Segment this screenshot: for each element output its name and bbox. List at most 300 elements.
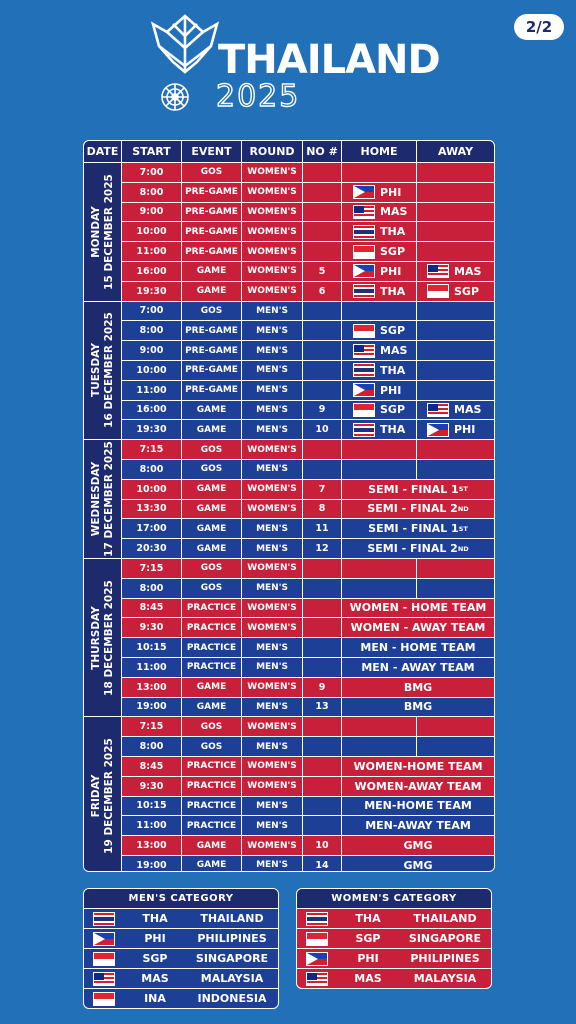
round-cell: WOMEN'S: [242, 717, 303, 736]
schedule-row: [122, 439, 494, 459]
match-number-cell: [303, 737, 342, 756]
day-weekday: WEDNESDAY: [89, 461, 102, 537]
home-team-cell: [342, 282, 417, 301]
match-number-cell: 6: [303, 282, 342, 301]
header-date: DATE: [84, 141, 122, 162]
day-label: [90, 174, 116, 290]
header-start: START: [122, 141, 182, 162]
team-code: PHI: [144, 932, 166, 945]
round-cell: MEN'S: [242, 381, 303, 400]
schedule-row: [122, 360, 494, 380]
start-time-cell: 7:15: [122, 440, 182, 459]
start-time-cell: 8:00: [122, 321, 182, 340]
round-cell: WOMEN'S: [242, 480, 303, 499]
round-cell: MEN'S: [242, 361, 303, 380]
match-number-cell: [303, 460, 342, 479]
legend-flag: [297, 912, 337, 926]
legend-row: [297, 928, 491, 948]
event-cell: PRE-GAME: [182, 242, 242, 261]
schedule-row: [122, 162, 494, 182]
home-team-cell: [342, 401, 417, 420]
event-cell: PRACTICE: [182, 777, 242, 796]
start-time-cell: 10:15: [122, 797, 182, 816]
mens-category-title: MEN'S CATEGORY: [84, 889, 278, 908]
schedule-row: [122, 320, 494, 340]
match-number-cell: [303, 361, 342, 380]
event-cell: GOS: [182, 579, 242, 598]
away-team-code: SGP: [454, 284, 480, 298]
start-time-cell: 13:00: [122, 836, 182, 855]
mas-flag-icon: [427, 403, 449, 417]
day-date: 15 DECEMBER 2025: [102, 173, 115, 290]
legend-flag: [84, 952, 124, 966]
event-cell: GOS: [182, 737, 242, 756]
schedule-row: [122, 301, 494, 321]
home-team-cell: [342, 460, 417, 479]
sgp-flag-icon: [427, 284, 449, 298]
away-team-cell: [417, 440, 494, 459]
page-indicator: 2/2: [514, 14, 564, 40]
start-time-cell: 8:00: [122, 183, 182, 202]
away-team-cell: [417, 717, 494, 736]
away-team-cell: [417, 401, 494, 420]
start-time-cell: 19:30: [122, 420, 182, 439]
away-team-cell: [417, 242, 494, 261]
away-team-cell: [417, 361, 494, 380]
round-cell: MEN'S: [242, 698, 303, 717]
event-cell: GOS: [182, 559, 242, 578]
legend-flag: [297, 932, 337, 946]
home-team-cell: [342, 302, 417, 321]
round-cell: MEN'S: [242, 341, 303, 360]
day-label: [90, 738, 116, 854]
round-cell: MEN'S: [242, 737, 303, 756]
match-number-cell: [303, 816, 342, 835]
match-number-cell: [303, 302, 342, 321]
schedule-row: [122, 796, 494, 816]
home-team-cell: [342, 341, 417, 360]
schedule-row: [122, 815, 494, 835]
round-cell: MEN'S: [242, 321, 303, 340]
sgp-flag-icon: [93, 952, 115, 966]
phi-flag-icon: [306, 952, 328, 966]
match-number-cell: [303, 381, 342, 400]
away-team-code: MAS: [454, 403, 482, 417]
match-number-cell: [303, 163, 342, 182]
matchup-text: MEN - AWAY TEAM: [361, 660, 475, 674]
home-team-cell: [342, 203, 417, 222]
day-label: [90, 580, 116, 696]
away-team-code: PHI: [454, 423, 476, 437]
away-team-cell: [417, 282, 494, 301]
home-team-code: PHI: [380, 185, 402, 199]
womens-category-title: WOMEN'S CATEGORY: [297, 889, 491, 908]
schedule-row: [122, 281, 494, 301]
event-cell: GAME: [182, 480, 242, 499]
phi-flag-icon: [427, 423, 449, 437]
day-label-cell: [84, 558, 122, 716]
match-number-cell: [303, 321, 342, 340]
header-home: HOME: [342, 141, 417, 162]
home-team-code: THA: [380, 284, 406, 298]
day-label-cell: [84, 716, 122, 872]
event-cell: PRACTICE: [182, 797, 242, 816]
schedule-row: [122, 518, 494, 538]
round-cell: WOMEN'S: [242, 618, 303, 637]
away-team-cell: [417, 321, 494, 340]
match-number-cell: 11: [303, 519, 342, 538]
home-team-cell: [342, 242, 417, 261]
round-cell: MEN'S: [242, 420, 303, 439]
phi-flag-icon: [353, 264, 375, 278]
match-number-cell: [303, 717, 342, 736]
round-cell: MEN'S: [242, 797, 303, 816]
legend-flag: [297, 972, 337, 986]
schedule-row: [122, 261, 494, 281]
round-cell: MEN'S: [242, 401, 303, 420]
matchup-cell: [342, 500, 494, 519]
round-cell: WOMEN'S: [242, 599, 303, 618]
away-team-cell: [417, 183, 494, 202]
round-cell: MEN'S: [242, 302, 303, 321]
round-cell: MEN'S: [242, 658, 303, 677]
team-code: THA: [355, 912, 381, 925]
header-event: EVENT: [182, 141, 242, 162]
start-time-cell: 10:00: [122, 361, 182, 380]
legend-row: [84, 988, 278, 1008]
mas-flag-icon: [306, 972, 328, 986]
phi-flag-icon: [353, 383, 375, 397]
match-number-cell: 9: [303, 401, 342, 420]
schedule-row: [122, 419, 494, 439]
schedule-row: [122, 756, 494, 776]
matchup-cell: [342, 599, 494, 618]
match-number-cell: 8: [303, 500, 342, 519]
home-team-cell: [342, 361, 417, 380]
home-team-code: THA: [380, 423, 406, 437]
start-time-cell: 8:45: [122, 757, 182, 776]
legend-flag: [84, 912, 124, 926]
start-time-cell: 8:45: [122, 599, 182, 618]
start-time-cell: 19:30: [122, 282, 182, 301]
match-number-cell: [303, 618, 342, 637]
round-cell: WOMEN'S: [242, 222, 303, 241]
match-number-cell: [303, 242, 342, 261]
start-time-cell: 16:00: [122, 262, 182, 281]
match-number-cell: [303, 559, 342, 578]
schedule-row: [122, 340, 494, 360]
day-label-cell: [84, 301, 122, 440]
event-cell: GOS: [182, 717, 242, 736]
event-cell: PRACTICE: [182, 618, 242, 637]
round-cell: MEN'S: [242, 460, 303, 479]
start-time-cell: 7:00: [122, 163, 182, 182]
schedule-row: [122, 657, 494, 677]
matchup-cell: [342, 480, 494, 499]
day-date: 16 DECEMBER 2025: [102, 312, 115, 429]
event-cell: GAME: [182, 401, 242, 420]
phi-flag-icon: [93, 932, 115, 946]
match-number-cell: [303, 797, 342, 816]
day-weekday: MONDAY: [89, 206, 102, 258]
tha-flag-icon: [306, 912, 328, 926]
schedule-row: [122, 182, 494, 202]
event-cell: PRE-GAME: [182, 381, 242, 400]
team-name: MALAYSIA: [200, 972, 264, 985]
team-name: PHILIPINES: [410, 952, 480, 965]
event-cell: GOS: [182, 163, 242, 182]
home-team-code: PHI: [380, 264, 402, 278]
round-cell: WOMEN'S: [242, 163, 303, 182]
matchup-text: WOMEN - AWAY TEAM: [350, 621, 486, 635]
event-cell: GAME: [182, 856, 242, 872]
match-number-cell: 5: [303, 262, 342, 281]
start-time-cell: 10:00: [122, 222, 182, 241]
away-team-cell: [417, 262, 494, 281]
home-team-cell: [342, 717, 417, 736]
matchup-text: BMG: [403, 680, 433, 694]
schedule-row: [122, 835, 494, 855]
tha-flag-icon: [353, 363, 375, 377]
round-cell: WOMEN'S: [242, 559, 303, 578]
schedule-row: [122, 736, 494, 756]
start-time-cell: 11:00: [122, 381, 182, 400]
matchup-cell: [342, 519, 494, 538]
team-name: THAILAND: [413, 912, 477, 925]
event-cell: PRACTICE: [182, 658, 242, 677]
event-cell: GAME: [182, 420, 242, 439]
matchup-cell: [342, 777, 494, 796]
match-number-cell: 10: [303, 836, 342, 855]
day-date: 18 DECEMBER 2025: [102, 579, 115, 696]
legend-flag: [84, 972, 124, 986]
away-team-cell: [417, 737, 494, 756]
schedule-row: [122, 776, 494, 796]
event-cell: GAME: [182, 539, 242, 558]
start-time-cell: 17:00: [122, 519, 182, 538]
match-number-cell: [303, 658, 342, 677]
schedule-row: [122, 499, 494, 519]
matchup-cell: [342, 678, 494, 697]
start-time-cell: 11:00: [122, 658, 182, 677]
team-name: MALAYSIA: [413, 972, 477, 985]
away-team-cell: [417, 381, 494, 400]
match-number-cell: 10: [303, 420, 342, 439]
matchup-text: MEN - HOME TEAM: [360, 641, 476, 655]
round-cell: WOMEN'S: [242, 242, 303, 261]
matchup-text: SEMI - FINAL 1: [368, 482, 459, 496]
legend-row: [84, 968, 278, 988]
schedule-row: [122, 716, 494, 736]
ina-flag-icon: [93, 992, 115, 1006]
matchup-text: WOMEN-HOME TEAM: [353, 759, 483, 773]
schedule-row: [122, 617, 494, 637]
matchup-cell: [342, 638, 494, 657]
matchup-text: BMG: [403, 700, 433, 714]
event-cell: GAME: [182, 519, 242, 538]
round-cell: WOMEN'S: [242, 203, 303, 222]
team-code: MAS: [141, 972, 169, 985]
legend-flag: [297, 952, 337, 966]
round-cell: WOMEN'S: [242, 757, 303, 776]
team-name: THAILAND: [200, 912, 264, 925]
match-number-cell: [303, 183, 342, 202]
away-team-cell: [417, 302, 494, 321]
event-cell: PRE-GAME: [182, 321, 242, 340]
start-time-cell: 7:15: [122, 559, 182, 578]
sgp-flag-icon: [353, 245, 375, 259]
sgp-flag-icon: [353, 403, 375, 417]
event-cell: GAME: [182, 262, 242, 281]
schedule-row: [122, 598, 494, 618]
schedule-row: [122, 677, 494, 697]
games-logo-icon: [145, 14, 225, 114]
mens-category-legend: [83, 888, 279, 1009]
team-code: PHI: [357, 952, 379, 965]
round-cell: MEN'S: [242, 856, 303, 872]
team-name: SINGAPORE: [195, 952, 269, 965]
schedule-row: [122, 578, 494, 598]
phi-flag-icon: [353, 185, 375, 199]
schedule-row: [122, 400, 494, 420]
away-team-code: MAS: [454, 264, 482, 278]
matchup-text: GMG: [403, 839, 433, 853]
matchup-cell: [342, 797, 494, 816]
match-number-cell: [303, 341, 342, 360]
home-team-code: THA: [380, 225, 406, 239]
matchup-suffix: ND: [457, 504, 469, 513]
round-cell: WOMEN'S: [242, 836, 303, 855]
home-team-code: SGP: [380, 324, 406, 338]
matchup-cell: [342, 836, 494, 855]
round-cell: WOMEN'S: [242, 183, 303, 202]
event-cell: GAME: [182, 282, 242, 301]
home-team-code: PHI: [380, 383, 402, 397]
matchup-text: GMG: [403, 858, 433, 872]
schedule-row: [122, 479, 494, 499]
tha-flag-icon: [353, 284, 375, 298]
mas-flag-icon: [427, 264, 449, 278]
matchup-text: WOMEN - HOME TEAM: [349, 601, 487, 615]
event-cell: PRACTICE: [182, 638, 242, 657]
mas-flag-icon: [93, 972, 115, 986]
round-cell: WOMEN'S: [242, 777, 303, 796]
legend-row: [297, 948, 491, 968]
start-time-cell: 13:00: [122, 678, 182, 697]
round-cell: WOMEN'S: [242, 282, 303, 301]
round-cell: MEN'S: [242, 519, 303, 538]
matchup-cell: [342, 816, 494, 835]
start-time-cell: 9:30: [122, 618, 182, 637]
event-cell: PRE-GAME: [182, 341, 242, 360]
start-time-cell: 10:15: [122, 638, 182, 657]
event-cell: GOS: [182, 440, 242, 459]
event-cell: GAME: [182, 500, 242, 519]
start-time-cell: 7:15: [122, 717, 182, 736]
day-weekday: TUESDAY: [89, 343, 102, 398]
match-number-cell: 14: [303, 856, 342, 872]
matchup-cell: [342, 698, 494, 717]
header-away: AWAY: [437, 145, 474, 158]
away-team-cell: [417, 420, 494, 439]
round-cell: MEN'S: [242, 816, 303, 835]
start-time-cell: 11:00: [122, 242, 182, 261]
event-cell: PRE-GAME: [182, 361, 242, 380]
schedule-row: [122, 380, 494, 400]
home-team-cell: [342, 262, 417, 281]
start-time-cell: 20:30: [122, 539, 182, 558]
start-time-cell: 13:30: [122, 500, 182, 519]
tha-flag-icon: [353, 225, 375, 239]
legend-row: [84, 928, 278, 948]
start-time-cell: 9:00: [122, 203, 182, 222]
event-cell: GAME: [182, 836, 242, 855]
matchup-cell: [342, 539, 494, 558]
matchup-text: SEMI - FINAL 2: [367, 502, 458, 516]
day-label: [90, 441, 116, 557]
mas-flag-icon: [353, 344, 375, 358]
match-number-cell: 12: [303, 539, 342, 558]
start-time-cell: 9:00: [122, 341, 182, 360]
match-number-cell: 9: [303, 678, 342, 697]
legend-row: [297, 908, 491, 928]
match-number-cell: [303, 757, 342, 776]
team-name: SINGAPORE: [408, 932, 482, 945]
start-time-cell: 8:00: [122, 460, 182, 479]
round-cell: MEN'S: [242, 539, 303, 558]
event-cell: GAME: [182, 678, 242, 697]
tha-flag-icon: [353, 423, 375, 437]
event-cell: PRE-GAME: [182, 203, 242, 222]
matchup-cell: [342, 856, 494, 872]
event-cell: PRACTICE: [182, 757, 242, 776]
day-weekday: THURSDAY: [89, 605, 102, 670]
matchup-text: MEN-HOME TEAM: [364, 799, 472, 813]
round-cell: WOMEN'S: [242, 262, 303, 281]
team-name: INDONESIA: [197, 992, 267, 1005]
match-number-cell: [303, 440, 342, 459]
legend-flag: [84, 992, 124, 1006]
round-cell: MEN'S: [242, 638, 303, 657]
home-team-code: THA: [380, 363, 406, 377]
home-team-cell: [342, 183, 417, 202]
team-code: MAS: [354, 972, 382, 985]
start-time-cell: 19:00: [122, 856, 182, 872]
home-team-cell: [342, 559, 417, 578]
event-cell: PRE-GAME: [182, 183, 242, 202]
day-label-cell: [84, 439, 122, 558]
event-cell: GOS: [182, 460, 242, 479]
matchup-suffix: ST: [458, 524, 468, 533]
legend-row: [84, 948, 278, 968]
round-cell: MEN'S: [242, 579, 303, 598]
home-team-cell: [342, 440, 417, 459]
schedule-row: [122, 697, 494, 717]
match-number-cell: [303, 638, 342, 657]
match-number-cell: [303, 203, 342, 222]
day-date: 19 DECEMBER 2025: [102, 738, 115, 854]
match-number-cell: [303, 222, 342, 241]
event-cell: PRE-GAME: [182, 222, 242, 241]
home-team-cell: [342, 579, 417, 598]
match-number-cell: [303, 599, 342, 618]
matchup-text: SEMI - FINAL 2: [367, 542, 458, 556]
day-label: [90, 313, 116, 429]
matchup-text: MEN-AWAY TEAM: [365, 819, 471, 833]
day-label-cell: [84, 162, 122, 301]
start-time-cell: 10:00: [122, 480, 182, 499]
match-number-cell: [303, 579, 342, 598]
